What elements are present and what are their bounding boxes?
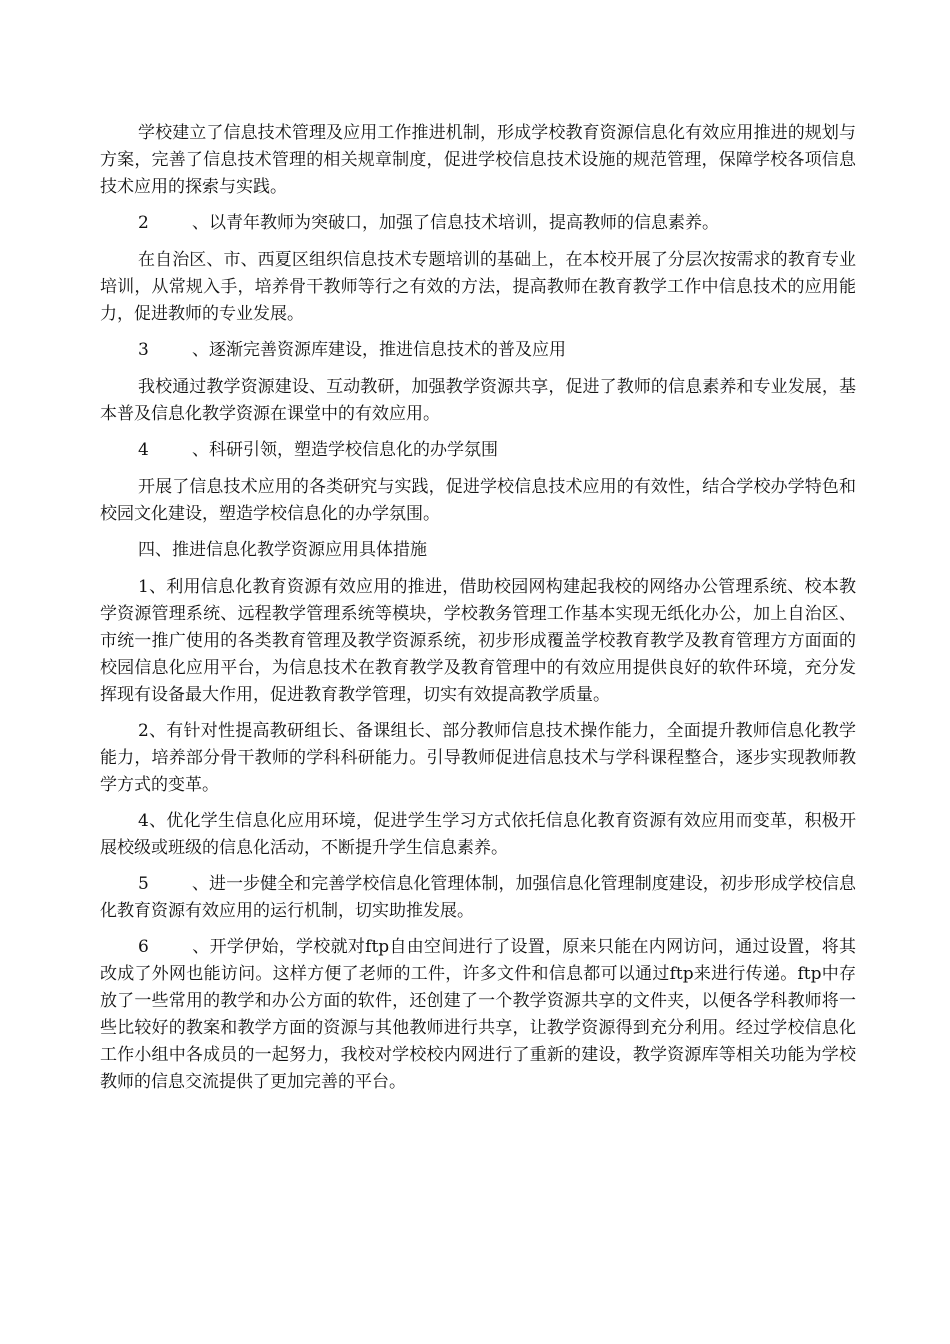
item-heading-text: 、科研引领，塑造学校信息化的办学氛围: [192, 440, 498, 460]
item-number: 3: [138, 340, 149, 360]
section-heading-measures: [100, 537, 856, 564]
paragraph-measure-2: [100, 718, 856, 799]
item-heading-4: [100, 437, 856, 464]
paragraph-measure-4: [100, 808, 856, 862]
paragraph-text: 2、有针对性提高教研组长、备课组长、部分教师信息技术操作能力，全面提升教师信息化教学能力，培养部分骨干教师的学科科研能力。引导教师促进信息技术与学科课程整合，逐步实现教师教学方式的变革。: [100, 721, 856, 795]
item-heading-3: [100, 337, 856, 364]
paragraph-training: [100, 247, 856, 328]
paragraph-text: 在自治区、市、西夏区组织信息技术专题培训的基础上，在本校开展了分层次按需求的教育专业培训，从常规入手，培养骨干教师等行之有效的方法，提高教师在教育教学工作中信息技术的应用能力，促进教师的专业发展。: [100, 250, 856, 324]
item-number: 2: [138, 213, 149, 233]
paragraph-text: 我校通过教学资源建设、互动教研，加强教学资源共享，促进了教师的信息素养和专业发展，基本普及信息化教学资源在课堂中的有效应用。: [100, 377, 856, 424]
paragraph-text: 开展了信息技术应用的各类研究与实践，促进学校信息技术应用的有效性，结合学校办学特色和校园文化建设，塑造学校信息化的办学氛围。: [100, 477, 856, 524]
paragraph-text: 、开学伊始，学校就对ftp自由空间进行了设置，原来只能在内网访问，通过设置，将其改成了外网也能访问。这样方便了老师的工件，许多文件和信息都可以通过ftp来进行传递。ftp中存放了一些常用的教学和办公方面的软件，还创建了一个教学资源共享的文件夹，以便各学科教师将一些比较好的教案和教学方面的资源与其他教师进行共享，让教学资源得到充分利用。经过学校信息化工作小组中各成员的一起努力，我校对学校校内网进行了重新的建设，教学资源库等相关功能为学校教师的信息交流提供了更加完善的平台。: [100, 937, 856, 1092]
paragraph-research: [100, 474, 856, 528]
item-heading-text: 、以青年教师为突破口，加强了信息技术培训，提高教师的信息素养。: [192, 213, 719, 233]
item-number: 6: [138, 937, 149, 957]
paragraph-text: 学校建立了信息技术管理及应用工作推进机制，形成学校教育资源信息化有效应用推进的规划与方案，完善了信息技术管理的相关规章制度，促进学校信息技术设施的规范管理，保障学校各项信息技术应用的探索与实践。: [100, 123, 856, 197]
paragraph-text: 4、优化学生信息化应用环境，促进学生学习方式依托信息化教育资源有效应用而变革，积极开展校级或班级的信息化活动，不断提升学生信息素养。: [100, 811, 856, 858]
paragraph-mechanism: [100, 120, 856, 201]
item-number: 4: [138, 440, 149, 460]
document-body: [100, 120, 856, 1105]
item-heading-2: [100, 210, 856, 237]
item-heading-text: 、逐渐完善资源库建设，推进信息技术的普及应用: [192, 340, 566, 360]
paragraph-measure-5: [100, 871, 856, 925]
paragraph-measure-1: [100, 574, 856, 709]
paragraph-resources: [100, 374, 856, 428]
section-heading-text: 四、推进信息化教学资源应用具体措施: [138, 540, 427, 560]
item-number: 5: [138, 874, 149, 894]
paragraph-text: 1、利用信息化教育资源有效应用的推进，借助校园网构建起我校的网络办公管理系统、校本教学资源管理系统、远程教学管理系统等模块，学校教务管理工作基本实现无纸化办公，加上自治区、市统一推广使用的各类教育管理及教学资源系统，初步形成覆盖学校教育教学及教育管理方方面面的校园信息化应用平台，为信息技术在教育教学及教育管理中的有效应用提供良好的软件环境，充分发挥现有设备最大作用，促进教育教学管理，切实有效提高教学质量。: [100, 577, 856, 705]
paragraph-measure-6: [100, 934, 856, 1096]
paragraph-text: 、进一步健全和完善学校信息化管理体制，加强信息化管理制度建设，初步形成学校信息化教育资源有效应用的运行机制，切实助推发展。: [100, 874, 856, 921]
